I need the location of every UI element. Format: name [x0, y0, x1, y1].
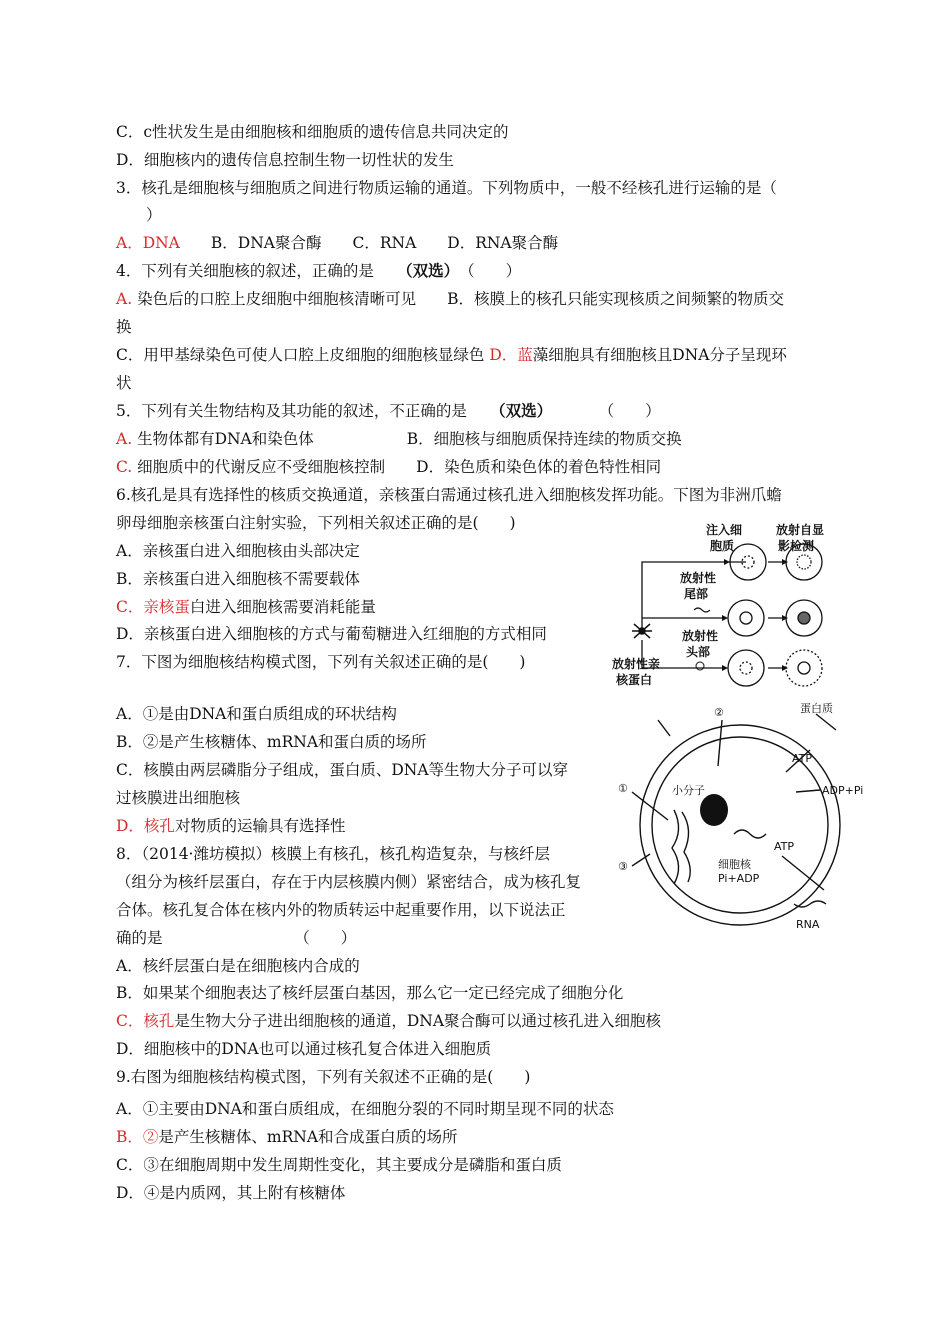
- nucleus-structure-figure: [610, 700, 870, 940]
- q8-stem: 8．（2014·潍坊模拟）核膜上有核孔，核孔构造复杂，与核纤层: [116, 845, 550, 863]
- q7-option-c: C．核膜由两层磷脂分子组成，蛋白质、DNA等生物大分子可以穿: [116, 761, 569, 779]
- q3-stem-paren: ）: [146, 206, 162, 224]
- q5-a-letter: A.: [116, 430, 133, 448]
- fig1-tail-label-1: 放射性: [680, 571, 717, 585]
- q8-stem-4: 确的是 （ ）: [116, 929, 357, 947]
- q3-options-rest: B．DNA聚合酶 C．RNA D．RNA聚合酶: [210, 234, 559, 252]
- fig2-label-2: ②: [714, 706, 724, 719]
- fig2-label-1: ①: [618, 782, 628, 795]
- q7-option-a: A．①是由DNA和蛋白质组成的环状结构: [116, 705, 397, 723]
- q6-stem: 6.核孔是具有选择性的核质交换通道，亲核蛋白需通过核孔进入细胞核发挥功能。下图为非洲爪蟾: [116, 486, 782, 504]
- q4-a-text: 染色后的口腔上皮细胞中细胞核清晰可见 B．核膜上的核孔只能实现核质之间频繁的物质交: [137, 290, 784, 308]
- q4-d-text: 藻细胞具有细胞核且DNA分子呈现环: [532, 346, 787, 364]
- q7-option-c-cont: 过核膜进出细胞核: [116, 789, 241, 807]
- fig2-adp-label-2: Pi+ADP: [718, 872, 760, 885]
- q8-stem-2: （组分为核纤层蛋白，存在于内层核膜内侧）紧密结合，成为核孔复: [116, 873, 582, 891]
- q5-c-letter: C.: [116, 458, 133, 476]
- fig1-head-label-1: 放射性: [682, 629, 719, 643]
- fig1-head-label-2: 头部: [686, 645, 711, 659]
- q5-tag: （双选）: [497, 401, 545, 420]
- q2-option-c: C．c性状发生是由细胞核和细胞质的遗传信息共同决定的: [116, 123, 509, 141]
- q8-c-text: 是生物大分子进出细胞核的通道，DNA聚合酶可以通过核孔进入细胞核: [174, 1012, 662, 1030]
- tail-fragment-icon: [694, 608, 710, 612]
- fig1-inject-label-1: 注入细: [706, 523, 743, 537]
- q5-option-a: [116, 429, 682, 449]
- q4-d-letter: D．蓝: [489, 346, 533, 364]
- q4-stem: [116, 261, 521, 281]
- q8-stem-3: 合体。核孔复合体在核内外的物质转运中起重要作用，以下说法正: [116, 901, 566, 919]
- q9-option-d: D．④是内质网，其上附有核糖体: [116, 1184, 346, 1202]
- q5-paren: （ ）: [606, 402, 661, 420]
- q7-option-d: [116, 816, 345, 836]
- q8-c-red: C．核孔: [116, 1012, 175, 1030]
- q7-d-red: D．核孔: [116, 817, 175, 835]
- fig1-detect-label-1: 放射自显: [776, 523, 825, 537]
- q2-option-d: D．细胞核内的遗传信息控制生物一切性状的发生: [116, 151, 454, 169]
- fig1-protein-label-1: 放射性亲: [612, 657, 661, 671]
- q9-b-red: B．②: [116, 1128, 159, 1146]
- fig2-adp-label-1: ADP+Pi: [822, 784, 864, 797]
- q5-c-text: 细胞质中的代谢反应不受细胞核控制 D．染色质和染色体的着色特性相同: [137, 458, 662, 476]
- q5-option-c: [116, 457, 661, 477]
- q9-option-b: [116, 1127, 458, 1147]
- q9-option-c: C．③在细胞周期中发生周期性变化，其主要成分是磷脂和蛋白质: [116, 1156, 562, 1174]
- fig1-inject-label-2: 胞质: [710, 539, 735, 553]
- q4-stem-text: 4．下列有关细胞核的叙述，正确的是: [116, 262, 374, 280]
- q6-option-c: [116, 597, 376, 617]
- q6-stem-cont: 卵母细胞亲核蛋白注射实验，下列相关叙述正确的是( ): [116, 514, 516, 532]
- q3-options: [116, 233, 558, 253]
- q4-option-a-cont: 换: [116, 318, 132, 336]
- q3-answer-a: A．DNA: [116, 234, 180, 252]
- q3-stem: 3．核孔是细胞核与细胞质之间进行物质运输的通道。下列物质中，一般不经核孔进行运输的是（: [116, 179, 777, 197]
- q6-c-red: C．亲核蛋: [116, 598, 190, 616]
- q4-c-text: C．用甲基绿染色可使人口腔上皮细胞的细胞核显绿色: [116, 346, 485, 364]
- fig1-detect-label-2: 影检测: [778, 539, 815, 553]
- q4-paren: （ ）: [466, 262, 522, 280]
- q4-a-letter: A.: [116, 290, 133, 308]
- q4-option-c: [116, 345, 787, 365]
- q8-option-c: [116, 1011, 661, 1031]
- q7-option-b: B．②是产生核糖体、mRNA和蛋白质的场所: [116, 733, 427, 751]
- fig2-atp-label-2: ATP: [774, 840, 795, 853]
- fig2-protein-label: 蛋白质: [800, 702, 833, 715]
- q7-stem: 7．下图为细胞核结构模式图，下列有关叙述正确的是( ): [116, 653, 526, 671]
- q6-option-b: B．亲核蛋白进入细胞核不需要载体: [116, 570, 360, 588]
- q5-a-text: 生物体都有DNA和染色体 B．细胞核与细胞质保持连续的物质交换: [137, 430, 682, 448]
- fig2-small-molecule-label: 小分子: [672, 784, 705, 797]
- fig2-nucleus-label: 细胞核: [718, 858, 751, 871]
- q8-option-a: A．核纤层蛋白是在细胞核内合成的: [116, 957, 360, 975]
- q7-d-text: 对物质的运输具有选择性: [174, 817, 346, 835]
- q9-option-a: A．①主要由DNA和蛋白质组成，在细胞分裂的不同时期呈现不同的状态: [116, 1100, 614, 1118]
- q9-b-text: 是产生核糖体、mRNA和合成蛋白质的场所: [158, 1128, 458, 1146]
- q6-c-text: 白进入细胞核需要消耗能量: [189, 598, 376, 616]
- q4-option-d-cont: 状: [116, 374, 132, 392]
- fig1-protein-label-2: 核蛋白: [616, 673, 653, 687]
- q6-option-a: A．亲核蛋白进入细胞核由头部决定: [116, 542, 360, 560]
- head-fragment-icon: [696, 662, 704, 670]
- q4-option-a: [116, 289, 784, 309]
- q8-option-b: B．如果某个细胞表达了核纤层蛋白基因，那么它一定已经完成了细胞分化: [116, 984, 624, 1002]
- fig2-atp-label-1: ATP: [792, 752, 813, 765]
- fig2-rna-label: RNA: [796, 918, 820, 931]
- nucleolus: [700, 794, 728, 826]
- fig2-label-3: ③: [618, 860, 628, 873]
- q8-option-d: D．细胞核中的DNA也可以通过核孔复合体进入细胞质: [116, 1040, 492, 1058]
- q6-option-d: D．亲核蛋白进入细胞核的方式与葡萄糖进入红细胞的方式相同: [116, 625, 547, 643]
- q9-stem: 9.右图为细胞核结构模式图，下列有关叙述不正确的是( ): [116, 1068, 531, 1086]
- injection-experiment-figure: [596, 520, 846, 695]
- q5-stem-text: 5．下列有关生物结构及其功能的叙述，不正确的是: [116, 402, 467, 420]
- q4-tag: （双选）: [404, 261, 452, 280]
- fig1-tail-label-2: 尾部: [684, 587, 709, 601]
- q5-stem: [116, 401, 661, 421]
